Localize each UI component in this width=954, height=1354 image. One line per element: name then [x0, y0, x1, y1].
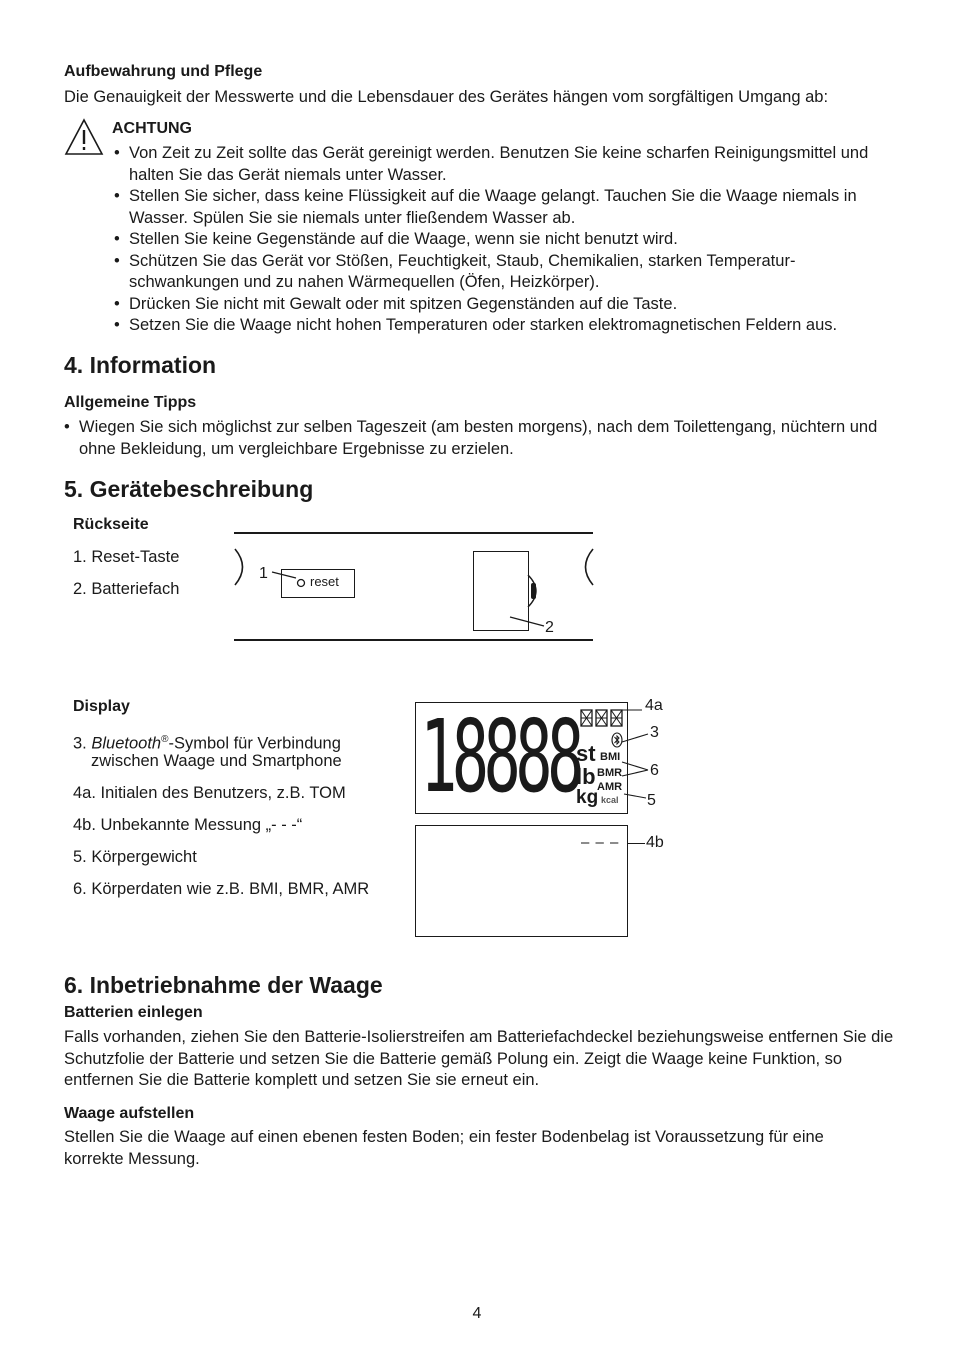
section-title-information: 4. Information: [64, 352, 217, 378]
tips-list: [64, 417, 900, 460]
batteries-heading: Batterien einlegen: [64, 1004, 203, 1021]
list-item: • Stellen Sie keine Gegenstände auf die Waage, wenn sie nicht benutzt wird.: [114, 229, 890, 251]
reset-circle-icon: [296, 578, 306, 588]
warning-title: ACHTUNG: [112, 120, 192, 137]
page-number: 4: [472, 1305, 482, 1322]
section-title-setup: 6. Inbetriebnahme der Waage: [64, 972, 383, 998]
display-callout-lines: [600, 700, 650, 812]
list-item: • Schützen Sie das Gerät vor Stößen, Feuchtigkeit, Staub, Chemikalien, starken Temperaturschwankungen und zu nahen Wärmequellen (Öfen, Heizkörper).: [114, 251, 890, 294]
back-side-title: Rückseite: [73, 516, 149, 533]
storage-heading: Aufbewahrung und Pflege: [64, 63, 263, 80]
warning-triangle-icon: [64, 118, 104, 156]
unit-kg: kg: [576, 787, 599, 808]
display-item-3-line2: zwischen Waage und Smartphone: [91, 752, 342, 770]
tag-amr: AMR: [597, 781, 623, 793]
unit-lb: lb: [576, 764, 596, 789]
battery-latch-icon: [526, 573, 546, 609]
back-item-battery: 2. Batteriefach: [73, 580, 180, 598]
display-title: Display: [73, 698, 130, 715]
unknown-dashes: – – –: [581, 834, 620, 851]
callout-3: 3: [650, 724, 659, 741]
display-item-3: 3. Bluetooth®-Symbol für Verbindung: [73, 734, 341, 753]
list-item: • Stellen Sie sicher, dass keine Flüssigkeit auf die Waage gelangt. Tauchen Sie die Waage niemals in Wasser. Spülen Sie sie niemals unter fließendem Wasser ab.: [114, 186, 890, 229]
display-item-4b: 4b. Unbekannte Messung „- - -“: [73, 816, 303, 834]
callout-6: 6: [650, 762, 659, 779]
reset-button[interactable]: [281, 569, 355, 598]
place-text: Stellen Sie die Waage auf einen ebenen festen Boden; ein fester Bodenbelag ist Voraussetzung für eine korrekte Messung.: [64, 1128, 824, 1168]
scale-edge-bottom: [234, 639, 593, 641]
callout-1: 1: [259, 565, 268, 582]
storage-intro: Die Genauigkeit der Messwerte und die Lebensdauer des Gerätes hängen vom sorgfältigen Umgang ab:: [64, 88, 829, 106]
callout-line-2: [508, 614, 548, 634]
scale-foot-right: [570, 545, 600, 591]
list-item: • Setzen Sie die Waage nicht hohen Temperaturen oder starken elektromagnetischen Feldern aus.: [114, 315, 890, 337]
lcd-display-unknown: [415, 825, 628, 937]
callout-4a: 4a: [645, 697, 663, 714]
warning-list: [114, 143, 890, 337]
list-item: • Drücken Sie nicht mit Gewalt oder mit spitzen Gegenständen auf die Taste.: [114, 294, 890, 316]
callout-4b: 4b: [646, 834, 664, 851]
tag-bmi: BMI: [600, 751, 621, 763]
callout-line-4b: [627, 843, 645, 844]
tag-bmr: BMR: [597, 767, 623, 779]
tag-kcal: kcal: [601, 795, 619, 805]
display-item-4a: 4a. Initialen des Benutzers, z.B. TOM: [73, 784, 346, 802]
batteries-text: Falls vorhanden, ziehen Sie den Batterie-Isolierstreifen am Batteriefachdeckel beziehungsweise entfernen Sie die Schutzfolie der Batterie und setzen Sie die Batterie gemäß Polung ein. Zeigt die Waage keine Funktion, so entfernen Sie die Batterie komplett und setzen Sie sie erneut ein.: [64, 1028, 894, 1089]
tips-heading: Allgemeine Tipps: [64, 394, 197, 411]
scale-edge-top: [234, 532, 593, 534]
list-item: • Wiegen Sie sich möglichst zur selben Tageszeit (am besten morgens), nach dem Toilettengang, nüchtern und ohne Bekleidung, um vergleichbare Ergebnisse zu erzielen.: [64, 417, 900, 460]
reset-label: reset: [310, 574, 339, 589]
weight-digits: 18888: [420, 698, 579, 815]
section-title-device: 5. Gerätebeschreibung: [64, 476, 314, 502]
list-item: • Von Zeit zu Zeit sollte das Gerät gereinigt werden. Benutzen Sie keine scharfen Reinigungsmittel und halten Sie das Gerät niemals unter Wasser.: [114, 143, 890, 186]
callout-5: 5: [647, 792, 656, 809]
back-item-reset: 1. Reset-Taste: [73, 548, 180, 566]
place-heading: Waage aufstellen: [64, 1105, 195, 1122]
display-item-6: 6. Körperdaten wie z.B. BMI, BMR, AMR: [73, 880, 370, 898]
unit-st: st: [576, 741, 596, 766]
lcd-display-full: [415, 698, 628, 815]
scale-foot-left: [230, 545, 260, 591]
callout-2: 2: [545, 619, 554, 636]
display-item-5: 5. Körpergewicht: [73, 848, 197, 866]
